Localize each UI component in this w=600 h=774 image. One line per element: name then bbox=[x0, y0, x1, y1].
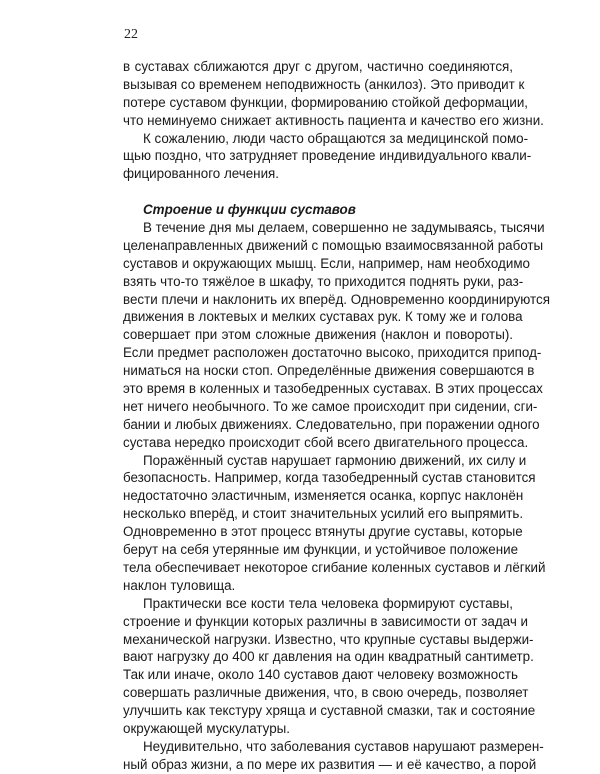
text-line: в суставах сближаются друг с другом, частично соединяются, bbox=[123, 59, 513, 74]
paragraph bbox=[123, 58, 544, 130]
text-line: Практически все кости тела человека формируют суставы, bbox=[143, 595, 513, 611]
text-line: механической нагрузки. Известно, что крупные суставы выдержи- bbox=[123, 631, 534, 647]
text-line: Поражённый сустав нарушает гармонию движений, их силу и bbox=[143, 452, 527, 468]
text-line: ный образ жизни, а по мере их развития — и её качество, а порой bbox=[123, 756, 537, 772]
text-line: вают нагрузку до 400 кг давления на один квадратный сантиметр. bbox=[123, 649, 534, 665]
text-line: совершает при этом сложные движения (наклон и повороты). bbox=[123, 327, 513, 343]
text-line: ниматься на носки стоп. Определённые движения совершаются в bbox=[123, 363, 535, 379]
text-line: улучшить как текстуру хряща и суставной смазки, так и состояние bbox=[123, 703, 536, 719]
text-line: что неминуемо снижает активность пациента и качество его жизни. bbox=[123, 112, 544, 128]
text-line: бании и любых движениях. Следовательно, при поражении одного bbox=[123, 416, 540, 432]
text-line: Так или иначе, около 140 суставов дают человеку возможность bbox=[123, 667, 518, 683]
text-line: целенаправленных движений с помощью взаимосвязанной работы bbox=[123, 237, 544, 253]
text-line: вызывая со временем неподвижность (анкилоз). Это приводит к bbox=[123, 76, 525, 92]
text-line: окружающей мускулатуры. bbox=[123, 720, 291, 736]
text-line: это время в коленных и тазобедренных суставах. В этих процессах bbox=[123, 381, 543, 397]
text-line: нет ничего необычного. То же самое происходит при сидении, сги- bbox=[123, 398, 538, 414]
text-line: Если предмет расположен достаточно высоко, приходится припод- bbox=[123, 345, 542, 361]
text-line: щью поздно, что затрудняет проведение индивидуального квали- bbox=[123, 148, 532, 164]
text-line: суставов и окружающих мышц. Если, например, нам необходимо bbox=[123, 255, 531, 271]
text-line: строение и функции которых различны в зависимости от задач и bbox=[123, 613, 529, 629]
section-heading: Строение и функции суставов bbox=[143, 202, 356, 218]
text-line: взять что-то тяжёлое в шкафу, то приходится поднять руки, раз- bbox=[123, 273, 524, 289]
text-line: тела обеспечивает некоторое сгибание коленных суставов и лёгкий bbox=[123, 559, 546, 575]
text-line: берут на себя утерянные им функции, и устойчивое положение bbox=[123, 542, 519, 558]
body-text bbox=[123, 58, 550, 774]
section-spacer bbox=[123, 183, 513, 201]
paragraph bbox=[123, 130, 532, 184]
paragraph bbox=[123, 452, 546, 595]
paragraph bbox=[123, 595, 536, 738]
text-line: В течение дня мы делаем, совершенно не задумываясь, тысячи bbox=[143, 220, 545, 236]
text-line: сустава нередко происходит сбой всего двигательного процесса. bbox=[123, 434, 529, 450]
paragraph bbox=[123, 738, 544, 774]
text-line: безопасность. Например, когда тазобедренный сустав становится bbox=[123, 470, 536, 486]
text-line: потере суставом функции, формированию стойкой деформации, bbox=[123, 94, 529, 110]
text-line: вести плечи и наклонить их вперёд. Одновременно координируются bbox=[123, 291, 550, 307]
text-line: несколько вперёд, и стоит значительных усилий его выпрямить. bbox=[123, 506, 524, 522]
paragraph bbox=[123, 219, 550, 452]
text-line: Неудивительно, что заболевания суставов нарушают размерен- bbox=[143, 738, 544, 754]
text-line: Одновременно в этот процесс втянуты другие суставы, которые bbox=[123, 524, 523, 540]
text-line: наклон туловища. bbox=[123, 577, 236, 593]
page-number: 22 bbox=[124, 27, 138, 42]
text-line: движения в локтевых и мелких суставах рук. К тому же и голова bbox=[123, 309, 523, 325]
text-line: недостаточно эластичным, изменяется осанка, корпус наклонён bbox=[123, 488, 524, 504]
text-line: К сожалению, люди часто обращаются за медицинской помо- bbox=[143, 130, 529, 146]
text-line: совершать различные движения, что, в свою очередь, позволяет bbox=[123, 685, 529, 701]
text-line: фицированного лечения. bbox=[123, 166, 280, 182]
